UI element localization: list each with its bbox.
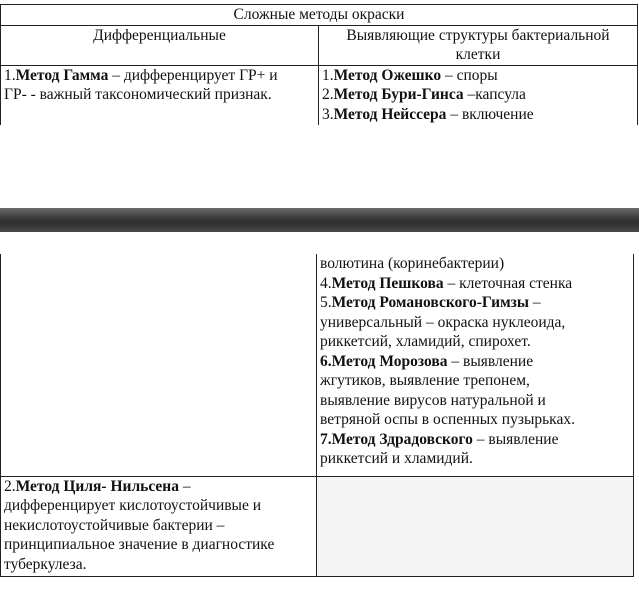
morozov-line1: жгутиков, выявление трепонем, <box>320 372 530 389</box>
column-header-structures-line1: Выявляющие структуры бактериальной <box>346 26 610 44</box>
morozov-line2: выявление вирусов натуральной и <box>320 391 546 409</box>
cell-ziehl-neelsen <box>1 476 317 576</box>
ziehl-neelsen-line1: дифференцирует кислотоустойчивые и <box>4 497 262 514</box>
morozov-line3: ветряной оспы в оспенных пузырьках. <box>320 411 575 428</box>
cell-left-empty <box>1 254 317 476</box>
staining-methods-table <box>0 4 638 125</box>
cell-structure-methods-continued <box>317 254 634 476</box>
column-header-differential: Дифференциальные <box>1 25 319 65</box>
romanovsky-line2: риккетсий, хламидий, спирохет. <box>320 333 531 350</box>
list-item-ozheshko: 1.Метод Ожешко – споры <box>322 66 498 84</box>
list-item-peshkov: 4.Метод Пешкова – клеточная стенка <box>320 274 573 292</box>
cell-structure-methods <box>319 65 638 125</box>
page-bottom <box>0 232 639 594</box>
column-header-structures-line2: клетки <box>455 46 501 63</box>
list-item-buri-gins: 2.Метод Бури-Гинса –капсула <box>322 86 526 103</box>
staining-methods-table-continued <box>0 254 634 577</box>
list-item-neisser: 3.Метод Нейссера – включение <box>322 105 534 123</box>
list-item-morozov: 6.Метод Морозова – выявление <box>320 352 534 370</box>
volutin-line: волютина (коринебактерии) <box>320 255 505 272</box>
column-header-structures <box>319 25 638 65</box>
table-title: Сложные методы окраски <box>1 5 638 26</box>
list-item-romanovsky-giemsa: 5.Метод Романовского-Гимзы – <box>320 294 541 311</box>
list-item-zdrodovsky: 7.Метод Здрадовского – выявление <box>320 430 559 448</box>
zdrodovsky-line1: риккетсий и хламидий. <box>320 450 473 467</box>
gram-method-name: Метод Гамма <box>15 66 109 84</box>
page-separator <box>0 208 639 232</box>
page-top <box>0 0 639 208</box>
romanovsky-line1: универсальный – окраска нуклеоида, <box>320 313 566 331</box>
cell-right-empty <box>317 476 634 576</box>
ziehl-neelsen-line3: принципиальное значение в диагностике <box>4 536 275 553</box>
gram-method-line1: 1.Метод Гамма – дифференцирует ГР+ и <box>4 66 278 84</box>
ziehl-neelsen-line2: некислотоустойчивые бактерии – <box>4 516 225 534</box>
gram-method-line2: ГР- - важный таксономический признак. <box>4 86 272 103</box>
ziehl-neelsen-title: 2.Метод Циля- Нильсена – <box>4 477 191 495</box>
cell-gram-method <box>1 65 319 125</box>
ziehl-neelsen-line4: туберкулеза. <box>4 555 87 573</box>
